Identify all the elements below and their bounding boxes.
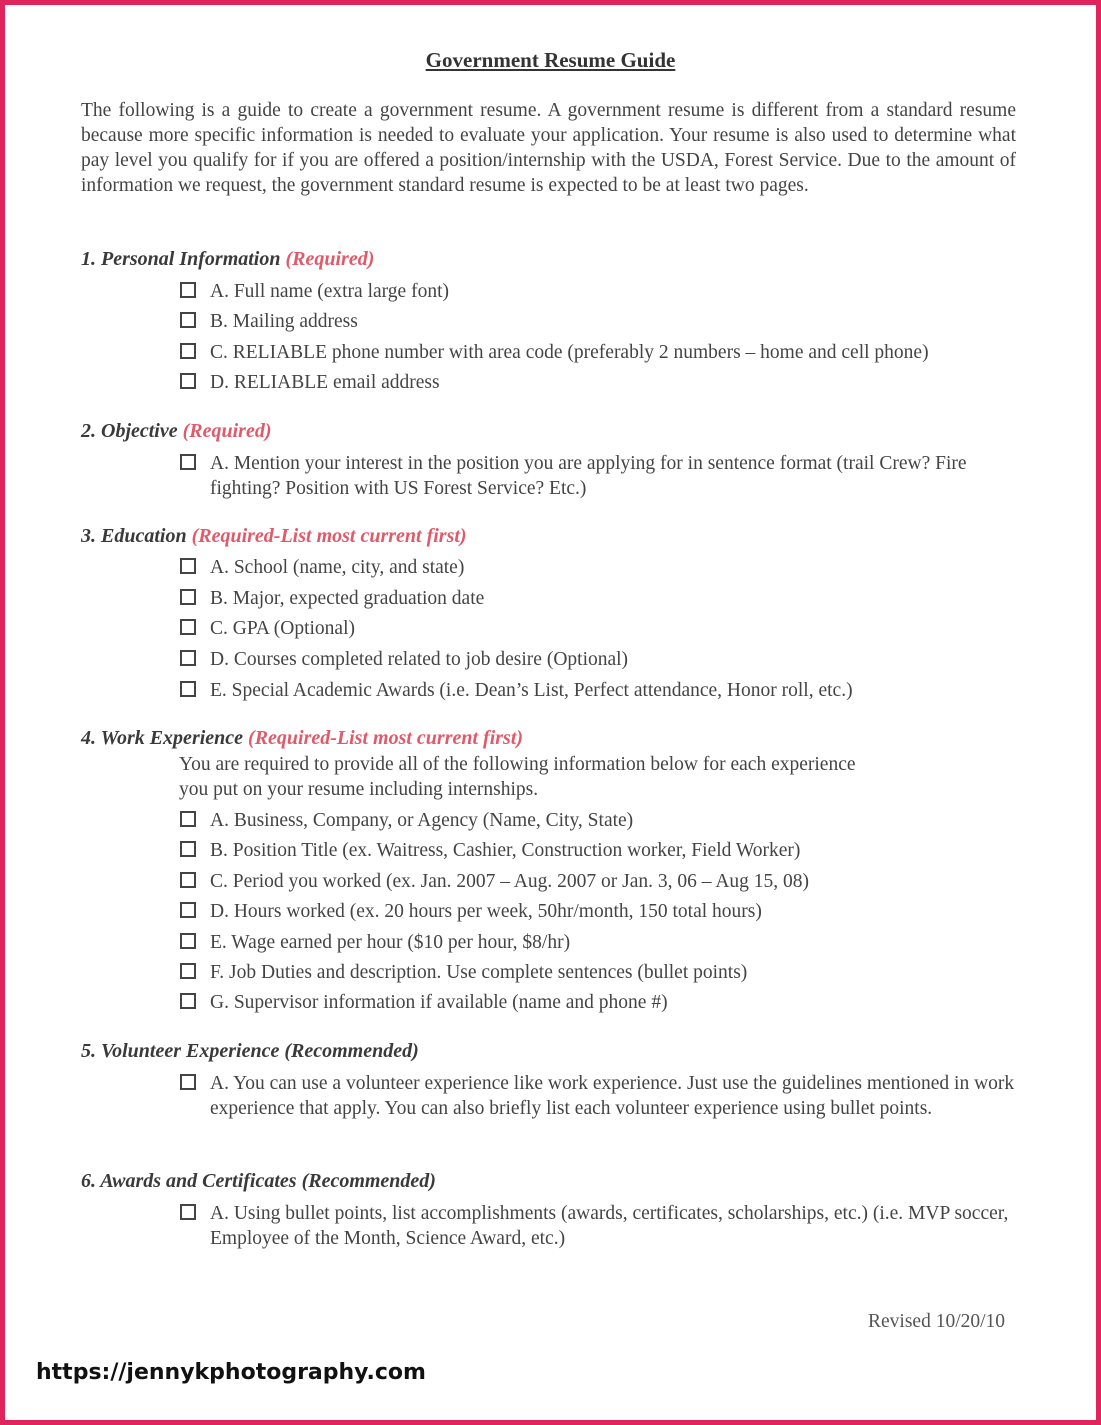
- checklist-item[interactable]: [180, 370, 1015, 395]
- checkbox-icon[interactable]: [180, 902, 196, 918]
- checklist-item-label: B. Position Title (ex. Waitress, Cashier, Construction worker, Field Worker): [210, 840, 801, 861]
- checklist-item-label: B. Mailing address: [210, 311, 358, 332]
- section-note: You are required to provide all of the following information below for each experience you put on your resume including internships.: [179, 754, 856, 800]
- checklist-item[interactable]: [180, 899, 1015, 924]
- section-required-tag: (Required-List most current first): [191, 525, 467, 547]
- checklist-item-label: D. Hours worked (ex. 20 hours per week, 50hr/month, 150 total hours): [210, 901, 762, 922]
- checklist-item[interactable]: [180, 586, 1015, 611]
- section-heading-objective: [81, 420, 272, 443]
- checklist-item[interactable]: [180, 1201, 1015, 1251]
- checklist-item[interactable]: [180, 647, 1015, 672]
- checklist-item[interactable]: [180, 808, 1015, 833]
- section-heading-awards-certificates: [81, 1170, 436, 1193]
- checklist-item[interactable]: [180, 930, 1015, 955]
- checklist-item[interactable]: [180, 451, 1015, 501]
- checkbox-icon[interactable]: [180, 1074, 196, 1090]
- section-heading-text: 3. Education: [81, 525, 187, 547]
- checklist-item-label: G. Supervisor information if available (name and phone #): [210, 992, 668, 1013]
- checkbox-icon[interactable]: [180, 1204, 196, 1220]
- checklist-item-label: A. You can use a volunteer experience like work experience. Just use the guidelines mentioned in work experience that apply. You can also briefly list each volunteer experience using bullet points.: [210, 1073, 1015, 1119]
- checkbox-icon[interactable]: [180, 993, 196, 1009]
- checklist-item[interactable]: [180, 616, 1015, 641]
- revision-date: Revised 10/20/10: [868, 1311, 1006, 1332]
- checklist-item[interactable]: [180, 279, 1015, 304]
- checklist-item-label: F. Job Duties and description. Use complete sentences (bullet points): [210, 962, 748, 983]
- checkbox-icon[interactable]: [180, 650, 196, 666]
- checklist-item-label: A. Business, Company, or Agency (Name, City, State): [210, 810, 634, 831]
- section-heading-text: 6. Awards and Certificates (Recommended): [81, 1170, 436, 1192]
- checkbox-icon[interactable]: [180, 312, 196, 328]
- section-heading-education: [81, 525, 467, 548]
- checkbox-icon[interactable]: [180, 619, 196, 635]
- checklist-item-label: D. RELIABLE email address: [210, 372, 440, 393]
- checklist-item-label: C. GPA (Optional): [210, 618, 356, 639]
- checklist-item-label: A. School (name, city, and state): [210, 557, 465, 578]
- checkbox-icon[interactable]: [180, 963, 196, 979]
- checklist-item[interactable]: [180, 309, 1015, 334]
- checklist-item-label: E. Wage earned per hour ($10 per hour, $8/hr): [210, 932, 571, 953]
- watermark-url: https://jennykphotography.com: [36, 1360, 426, 1385]
- checklist-item[interactable]: [180, 838, 1015, 863]
- checklist-item[interactable]: [180, 960, 1015, 985]
- checklist-item-label: C. RELIABLE phone number with area code (preferably 2 numbers – home and cell phone): [210, 342, 929, 363]
- checklist-item[interactable]: [180, 990, 1015, 1015]
- section-required-tag: (Required): [285, 248, 375, 270]
- checklist-item-label: E. Special Academic Awards (i.e. Dean’s List, Perfect attendance, Honor roll, etc.): [210, 680, 853, 701]
- intro-paragraph: The following is a guide to create a government resume. A government resume is different from a standard resume because more specific information is needed to evaluate your application. Your resume is also used to determine what pay level you qualify for if you are offered a position/internship with the USDA, Forest Service. Due to the amount of information we request, the government standard resume is expected to be at least two pages.: [81, 100, 1016, 196]
- checklist-item-label: D. Courses completed related to job desire (Optional): [210, 649, 629, 670]
- checkbox-icon[interactable]: [180, 811, 196, 827]
- checkbox-icon[interactable]: [180, 589, 196, 605]
- checkbox-icon[interactable]: [180, 681, 196, 697]
- checklist-item-label: C. Period you worked (ex. Jan. 2007 – Aug. 2007 or Jan. 3, 06 – Aug 15, 08): [210, 871, 810, 892]
- checklist-item-label: B. Major, expected graduation date: [210, 588, 485, 609]
- checklist-item-label: A. Using bullet points, list accomplishments (awards, certificates, scholarships, etc.) (i.e. MVP soccer, Employee of the Month, Science Award, etc.): [210, 1203, 1009, 1249]
- checkbox-icon[interactable]: [180, 343, 196, 359]
- checklist-item[interactable]: [180, 869, 1015, 894]
- checklist-item[interactable]: [180, 678, 1015, 703]
- section-heading-text: 2. Objective: [81, 420, 178, 442]
- section-required-tag: (Required-List most current first): [248, 727, 524, 749]
- section-heading-volunteer-experience: [81, 1040, 419, 1063]
- checklist-item[interactable]: [180, 555, 1015, 580]
- checkbox-icon[interactable]: [180, 841, 196, 857]
- section-required-tag: (Required): [182, 420, 272, 442]
- section-heading-personal-information: [81, 248, 374, 271]
- checkbox-icon[interactable]: [180, 454, 196, 470]
- checklist-item-label: A. Full name (extra large font): [210, 281, 449, 302]
- checklist-item[interactable]: [180, 340, 1015, 365]
- checkbox-icon[interactable]: [180, 373, 196, 389]
- checkbox-icon[interactable]: [180, 872, 196, 888]
- checklist-item[interactable]: [180, 1071, 1015, 1121]
- section-heading-text: 4. Work Experience: [81, 727, 244, 749]
- checkbox-icon[interactable]: [180, 558, 196, 574]
- checkbox-icon[interactable]: [180, 933, 196, 949]
- section-heading-work-experience: [81, 727, 523, 750]
- document-title: Government Resume Guide: [425, 48, 676, 72]
- checklist-item-label: A. Mention your interest in the position you are applying for in sentence format (trail Crew? Fire fighting? Position with US Forest Service? Etc.): [210, 453, 967, 499]
- section-heading-text: 1. Personal Information: [81, 248, 281, 270]
- section-heading-text: 5. Volunteer Experience (Recommended): [81, 1040, 419, 1062]
- checkbox-icon[interactable]: [180, 282, 196, 298]
